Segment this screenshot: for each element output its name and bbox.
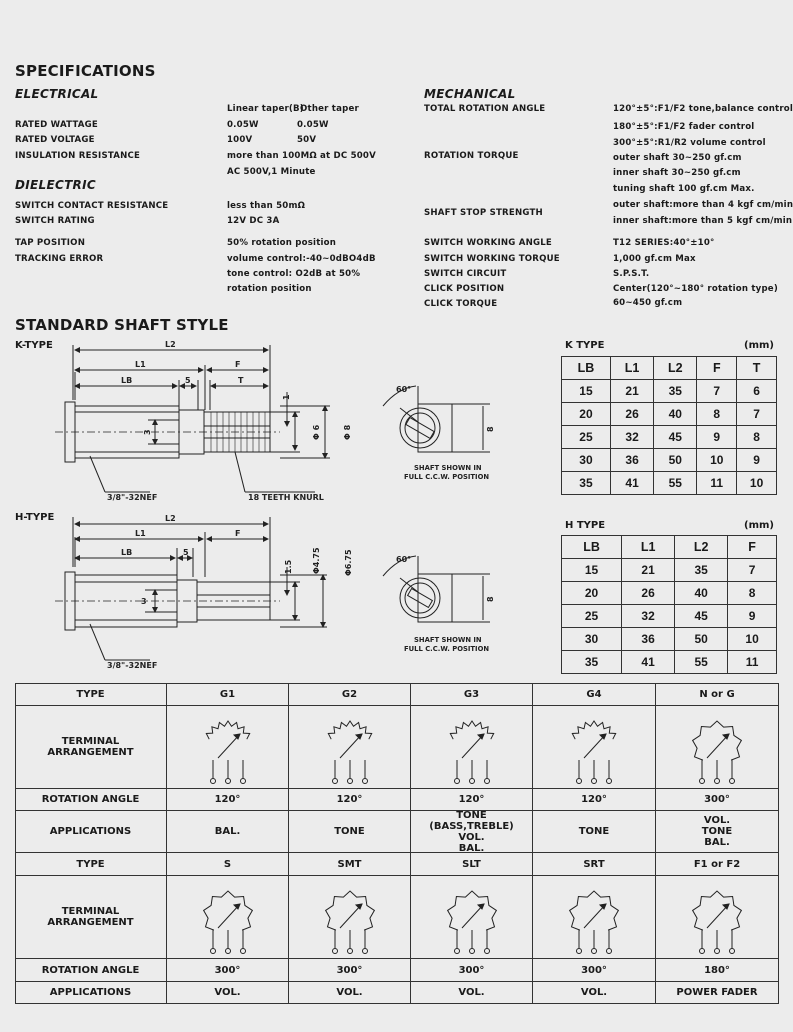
applications-cell xyxy=(289,811,411,853)
h-cell: 10 xyxy=(728,628,777,651)
h-cell: 11 xyxy=(728,651,777,674)
rotation-angle-cell xyxy=(411,789,533,811)
arrangement-row-label xyxy=(15,706,167,789)
type-cell-text: SLT xyxy=(462,858,481,870)
k-cell: 35 xyxy=(654,380,697,403)
tracking-error-tone: tone control: O2dB at 50% xyxy=(227,269,361,279)
h-cell: 30 xyxy=(562,628,622,651)
table-row xyxy=(562,559,777,582)
type-row-label-text: TYPE xyxy=(76,858,105,870)
k-cell: 7 xyxy=(737,403,777,426)
h-cell: 9 xyxy=(728,605,777,628)
terminal-arrangement-table xyxy=(15,683,779,1004)
h-dim-l1: L1 xyxy=(135,529,146,538)
applications-cell-line: (BASS,TREBLE) xyxy=(429,820,514,832)
rotation-torque-value-2: inner shaft 30~250 gf.cm xyxy=(613,168,741,178)
h-cell: 21 xyxy=(622,559,675,582)
rated-wattage-label: RATED WATTAGE xyxy=(15,120,98,130)
total-rotation-value-3: 300°±5°:R1/R2 volume control xyxy=(613,138,766,148)
ktype-label: K-TYPE xyxy=(15,340,53,351)
h-cell: 35 xyxy=(562,651,622,674)
potentiometer-symbol-icon xyxy=(437,878,507,956)
click-position-value: Center(120°~180° rotation type) xyxy=(613,284,778,294)
table-row xyxy=(562,403,777,426)
h-cell: 26 xyxy=(622,582,675,605)
htype-label: H-TYPE xyxy=(15,512,55,523)
h-cell: 41 xyxy=(622,651,675,674)
k-cell: 30 xyxy=(562,449,611,472)
arrangement-cell xyxy=(411,706,533,789)
rated-wattage-other: 0.05W xyxy=(297,120,329,130)
rotation-torque-value-1: outer shaft 30~250 gf.cm xyxy=(613,153,742,163)
applications-cell-line: BAL. xyxy=(214,826,241,837)
k-dim-phi8: Φ 8 xyxy=(343,424,352,440)
rotation-angle-cell xyxy=(533,789,656,811)
arrangement-cell xyxy=(289,706,411,789)
shaft-stop-value-1: outer shaft:more than 4 kgf cm/min xyxy=(613,200,793,210)
switch-contact-label: SWITCH CONTACT RESISTANCE xyxy=(15,201,169,211)
k-cell: 55 xyxy=(654,472,697,495)
linear-taper-head: Linear taper(B) xyxy=(227,104,304,114)
insulation-label: INSULATION RESISTANCE xyxy=(15,151,141,161)
rotation-angle-row-label xyxy=(15,789,167,811)
rotation-angle-cell xyxy=(533,959,656,982)
type-cell-text: F1 or F2 xyxy=(693,858,741,870)
k-cell: 41 xyxy=(610,472,653,495)
rotation-angle-cell xyxy=(289,959,411,982)
k-dim-l1: L1 xyxy=(135,360,146,369)
type-cell xyxy=(167,683,289,706)
applications-cell-line: TONE xyxy=(334,826,365,837)
applications-cell-line: VOL. xyxy=(458,987,485,998)
table-row xyxy=(562,582,777,605)
type-cell-text: SRT xyxy=(583,858,605,870)
type-cell-text: G1 xyxy=(219,688,236,700)
h-header-cell: F xyxy=(728,536,777,559)
h-table-title: H TYPE xyxy=(565,520,606,531)
applications-cell xyxy=(533,982,656,1004)
applications-cell xyxy=(656,982,779,1004)
k-cell: 36 xyxy=(610,449,653,472)
insulation-extra: AC 500V,1 Minute xyxy=(227,167,316,177)
k-cell: 9 xyxy=(737,449,777,472)
h-caption-1: SHAFT SHOWN IN xyxy=(414,636,482,644)
potentiometer-symbol-icon xyxy=(315,708,385,786)
potentiometer-symbol-icon xyxy=(682,878,752,956)
arrangement-row-label xyxy=(15,876,167,959)
k-cell: 32 xyxy=(610,426,653,449)
rotation-angle-cell xyxy=(656,789,779,811)
k-header-cell: T xyxy=(737,357,777,380)
insulation-value: more than 100MΩ at DC 500V xyxy=(227,151,376,161)
k-cell: 21 xyxy=(610,380,653,403)
k-header-cell: L2 xyxy=(654,357,697,380)
k-end-angle: 60° xyxy=(396,385,412,394)
h-cell: 15 xyxy=(562,559,622,582)
applications-cell xyxy=(656,811,779,853)
h-cell: 32 xyxy=(622,605,675,628)
rotation-angle-cell-text: 300° xyxy=(214,964,241,976)
h-cell: 45 xyxy=(675,605,728,628)
k-cell: 7 xyxy=(697,380,737,403)
h-cell: 7 xyxy=(728,559,777,582)
arrangement-row-label-line: ARRANGEMENT xyxy=(47,747,134,758)
table-row xyxy=(562,651,777,674)
type-cell xyxy=(656,853,779,876)
applications-row-label xyxy=(15,982,167,1004)
shaft-stop-label: SHAFT STOP STRENGTH xyxy=(424,208,543,218)
dielectric-heading: DIELECTRIC xyxy=(15,178,96,192)
k-cell: 15 xyxy=(562,380,611,403)
h-header-cell: L2 xyxy=(675,536,728,559)
k-cell: 8 xyxy=(697,403,737,426)
htype-end-view xyxy=(378,548,498,660)
switch-circuit-label: SWITCH CIRCUIT xyxy=(424,269,507,279)
arrangement-cell xyxy=(289,876,411,959)
applications-cell xyxy=(289,982,411,1004)
ktype-shaft-drawing xyxy=(55,340,375,505)
h-dim-f: F xyxy=(235,529,241,538)
applications-cell-line: VOL. xyxy=(214,987,241,998)
switch-working-torque-label: SWITCH WORKING TORQUE xyxy=(424,254,560,264)
type-cell-text: G3 xyxy=(463,688,480,700)
tracking-error-label: TRACKING ERROR xyxy=(15,254,104,264)
potentiometer-symbol-icon xyxy=(193,708,263,786)
applications-cell-line: VOL. xyxy=(458,831,485,843)
click-torque-value: 60~450 gf.cm xyxy=(613,298,683,308)
type-cell xyxy=(289,853,411,876)
h-dim-phi675: Φ6.75 xyxy=(344,549,353,576)
potentiometer-symbol-icon xyxy=(559,708,629,786)
rotation-angle-cell xyxy=(411,959,533,982)
arrangement-cell xyxy=(167,876,289,959)
k-caption-1: SHAFT SHOWN IN xyxy=(414,464,482,472)
rotation-angle-cell-text: 300° xyxy=(336,964,363,976)
type-cell-text: S xyxy=(223,858,232,870)
k-cell: 40 xyxy=(654,403,697,426)
rotation-angle-cell-text: 180° xyxy=(704,964,730,976)
h-cell: 55 xyxy=(675,651,728,674)
type-cell xyxy=(289,683,411,706)
arrangement-row-label-line: TERMINAL xyxy=(61,736,120,747)
arrangement-cell xyxy=(411,876,533,959)
applications-row-label-text: APPLICATIONS xyxy=(49,826,132,837)
type-row-label-text: TYPE xyxy=(76,688,105,700)
k-table-unit: (mm) xyxy=(744,340,774,351)
rotation-angle-cell xyxy=(656,959,779,982)
rotation-angle-cell xyxy=(167,789,289,811)
k-header-cell: LB xyxy=(562,357,611,380)
click-torque-label: CLICK TORQUE xyxy=(424,299,498,309)
other-taper-head: Other taper xyxy=(300,104,359,114)
tracking-error-value: volume control:-40~0dBO4dB xyxy=(227,254,376,264)
rated-voltage-other: 50V xyxy=(297,135,317,145)
switch-circuit-value: S.P.S.T. xyxy=(613,269,650,279)
h-dim-phi475: Φ4.75 xyxy=(312,547,321,574)
k-header-cell: L1 xyxy=(610,357,653,380)
k-cell: 50 xyxy=(654,449,697,472)
type-cell xyxy=(167,853,289,876)
applications-cell-line: POWER FADER xyxy=(676,987,758,998)
h-cell: 35 xyxy=(675,559,728,582)
arrangement-row-label-line: TERMINAL xyxy=(61,906,120,917)
k-cell: 6 xyxy=(737,380,777,403)
k-dim-f: F xyxy=(235,360,241,369)
rotation-angle-cell-text: 300° xyxy=(581,964,607,976)
k-cell: 26 xyxy=(610,403,653,426)
arrangement-cell xyxy=(656,706,779,789)
htype-shaft-drawing xyxy=(55,512,375,672)
potentiometer-symbol-icon xyxy=(437,708,507,786)
applications-cell-line: BAL. xyxy=(458,842,485,854)
tracking-error-rotation: rotation position xyxy=(227,284,312,294)
rotation-angle-cell-text: 300° xyxy=(458,964,485,976)
type-cell-text: N or G xyxy=(699,688,735,700)
h-caption-2: FULL C.C.W. POSITION xyxy=(404,645,490,653)
table-row xyxy=(562,449,777,472)
rotation-torque-label: ROTATION TORQUE xyxy=(424,151,519,161)
h-cell: 40 xyxy=(675,582,728,605)
shaft-stop-value-2: inner shaft:more than 5 kgf cm/min xyxy=(613,216,793,226)
arrangement-cell xyxy=(533,706,656,789)
rotation-angle-cell-text: 120° xyxy=(458,794,485,805)
rotation-angle-cell-text: 120° xyxy=(336,794,363,805)
h-dim-l2: L2 xyxy=(165,514,176,523)
h-cell: 8 xyxy=(728,582,777,605)
applications-cell xyxy=(411,982,533,1004)
potentiometer-symbol-icon xyxy=(193,878,263,956)
potentiometer-symbol-icon xyxy=(559,878,629,956)
tap-position-label: TAP POSITION xyxy=(15,238,86,248)
k-dim-t: T xyxy=(238,376,244,385)
h-end-dim: 8 xyxy=(486,596,495,602)
rotation-angle-row-label xyxy=(15,959,167,982)
k-table-title: K TYPE xyxy=(565,340,605,351)
h-header-cell: LB xyxy=(562,536,622,559)
k-dim-5: 5 xyxy=(185,376,191,385)
arrangement-cell xyxy=(656,876,779,959)
k-knurl-label: 18 TEETH KNURL xyxy=(248,493,324,502)
type-cell xyxy=(533,683,656,706)
click-position-label: CLICK POSITION xyxy=(424,284,505,294)
rotation-torque-value-3: tuning shaft 100 gf.cm Max. xyxy=(613,184,755,194)
table-row xyxy=(562,628,777,651)
table-row xyxy=(562,472,777,495)
arrangement-row-label-line: ARRANGEMENT xyxy=(47,917,134,928)
k-type-table xyxy=(561,356,777,495)
applications-cell-line: TONE xyxy=(456,809,487,821)
potentiometer-symbol-icon xyxy=(315,878,385,956)
k-header-cell: F xyxy=(697,357,737,380)
arrangement-cell xyxy=(167,706,289,789)
switch-working-angle-value: T12 SERIES:40°±10° xyxy=(613,238,715,248)
h-dim-5: 5 xyxy=(183,548,189,557)
rotation-angle-cell xyxy=(289,789,411,811)
applications-cell xyxy=(167,982,289,1004)
h-cell: 20 xyxy=(562,582,622,605)
k-cell: 10 xyxy=(697,449,737,472)
electrical-heading: ELECTRICAL xyxy=(15,87,99,101)
mechanical-heading: MECHANICAL xyxy=(424,87,516,101)
table-row xyxy=(562,380,777,403)
total-rotation-label: TOTAL ROTATION ANGLE xyxy=(424,104,546,114)
switch-rating-label: SWITCH RATING xyxy=(15,216,95,226)
arrangement-cell xyxy=(533,876,656,959)
k-thread-label: 3/8"-32NEF xyxy=(107,493,158,502)
type-cell-text: G2 xyxy=(341,688,358,700)
k-cell: 35 xyxy=(562,472,611,495)
k-dim-l2: L2 xyxy=(165,340,176,349)
ktype-end-view xyxy=(378,378,498,490)
switch-working-angle-label: SWITCH WORKING ANGLE xyxy=(424,238,552,248)
k-cell: 20 xyxy=(562,403,611,426)
type-cell xyxy=(656,683,779,706)
shaft-title: STANDARD SHAFT STYLE xyxy=(15,316,229,334)
h-end-angle: 60° xyxy=(396,555,412,564)
k-dim-1: 1 xyxy=(282,394,291,400)
type-cell-text: G4 xyxy=(586,688,602,700)
k-cell: 11 xyxy=(697,472,737,495)
applications-row-label xyxy=(15,811,167,853)
rotation-angle-cell-text: 300° xyxy=(704,794,730,805)
h-cell: 36 xyxy=(622,628,675,651)
applications-cell xyxy=(533,811,656,853)
k-cell: 10 xyxy=(737,472,777,495)
h-dim-3: 3 xyxy=(141,597,147,606)
type-row-label xyxy=(15,853,167,876)
rated-voltage-linear: 100V xyxy=(227,135,253,145)
rated-voltage-label: RATED VOLTAGE xyxy=(15,135,95,145)
h-cell: 25 xyxy=(562,605,622,628)
applications-cell xyxy=(411,811,533,853)
switch-contact-value: less than 50mΩ xyxy=(227,201,306,211)
rotation-angle-cell xyxy=(167,959,289,982)
rotation-angle-cell-text: 120° xyxy=(214,794,241,805)
type-row-label xyxy=(15,683,167,706)
k-dim-phi6: Φ 6 xyxy=(312,424,321,440)
total-rotation-value-2: 180°±5°:F1/F2 fader control xyxy=(613,122,755,132)
k-dim-3: 3 xyxy=(143,429,152,435)
h-dim-1-5: 1.5 xyxy=(284,559,293,574)
applications-cell-line: BAL. xyxy=(704,837,730,848)
switch-working-torque-value: 1,000 gf.cm Max xyxy=(613,254,696,264)
potentiometer-symbol-icon xyxy=(682,708,752,786)
h-thread-label: 3/8"-32NEF xyxy=(107,661,158,670)
type-cell xyxy=(411,853,533,876)
tap-position-value: 50% rotation position xyxy=(227,238,337,248)
total-rotation-value-1: 120°±5°:F1/F2 tone,balance control xyxy=(613,104,793,114)
h-table-unit: (mm) xyxy=(744,520,774,531)
applications-cell-line: VOL. xyxy=(703,815,731,826)
h-header-cell: L1 xyxy=(622,536,675,559)
spec-title: SPECIFICATIONS xyxy=(15,62,156,80)
k-caption-2: FULL C.C.W. POSITION xyxy=(404,473,490,481)
k-cell: 25 xyxy=(562,426,611,449)
k-end-dim: 8 xyxy=(486,426,495,432)
applications-cell-line: TONE xyxy=(701,826,733,837)
type-cell xyxy=(411,683,533,706)
h-type-table xyxy=(561,535,777,674)
applications-row-label-text: APPLICATIONS xyxy=(49,987,132,998)
rotation-angle-row-label-text: ROTATION ANGLE xyxy=(41,964,140,976)
applications-cell xyxy=(167,811,289,853)
rated-wattage-linear: 0.05W xyxy=(227,120,259,130)
k-cell: 8 xyxy=(737,426,777,449)
k-dim-lb: LB xyxy=(121,376,133,385)
k-cell: 45 xyxy=(654,426,697,449)
k-cell: 9 xyxy=(697,426,737,449)
applications-cell-line: VOL. xyxy=(336,987,363,998)
table-row xyxy=(562,426,777,449)
applications-cell-line: VOL. xyxy=(580,987,608,998)
rotation-angle-row-label-text: ROTATION ANGLE xyxy=(41,794,140,805)
switch-rating-value: 12V DC 3A xyxy=(227,216,280,226)
applications-cell-line: TONE xyxy=(578,826,610,837)
rotation-angle-cell-text: 120° xyxy=(581,794,607,805)
type-cell-text: SMT xyxy=(337,858,362,870)
type-cell xyxy=(533,853,656,876)
h-cell: 50 xyxy=(675,628,728,651)
h-dim-lb: LB xyxy=(121,548,133,557)
table-row xyxy=(562,605,777,628)
